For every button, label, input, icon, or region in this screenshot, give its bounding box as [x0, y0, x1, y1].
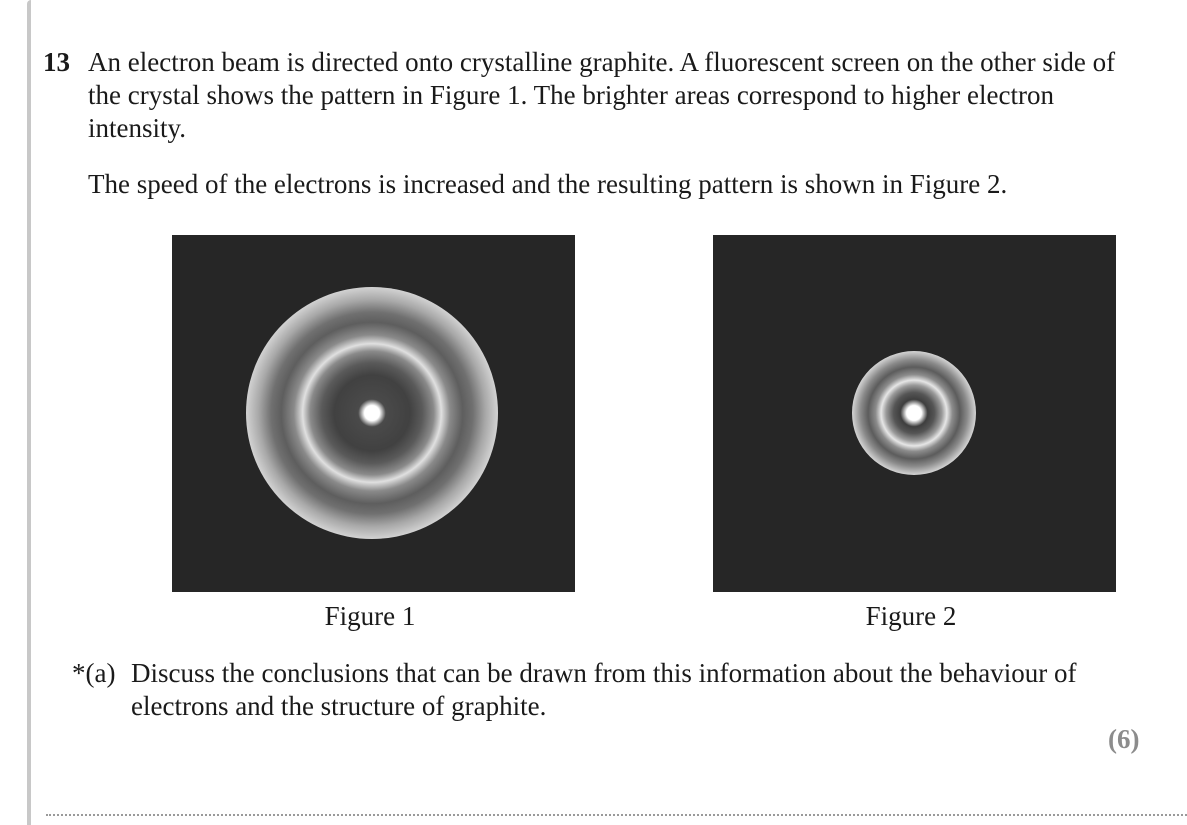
figure-2-diffraction-pattern — [713, 235, 1116, 592]
figure-1-diffraction-pattern — [172, 235, 575, 592]
figure-1-ring-pattern — [246, 287, 498, 539]
question-paragraph-2: The speed of the electrons is increased and the resulting pattern is shown in Figure 2. — [88, 169, 1008, 199]
part-a-label: *(a) — [72, 658, 116, 688]
answer-line[interactable] — [46, 814, 1187, 816]
part-a-text: Discuss the conclusions that can be drawn from this information about the behaviour of electrons and the structure of graphite. — [131, 658, 1077, 721]
question-number: 13 — [43, 47, 70, 77]
margin-rule — [27, 0, 31, 825]
figure-2-ring-pattern — [852, 351, 976, 475]
marks-label: (6) — [1108, 724, 1140, 754]
figure-1-caption: Figure 1 — [324, 601, 416, 631]
figure-2-svg — [713, 235, 1116, 592]
question-paragraph-1: An electron beam is directed onto crystalline graphite. A fluorescent screen on the other side of the crystal shows the pattern in Figure 1. The brighter areas correspond to higher electron intensity. — [88, 47, 1116, 143]
figure-1-svg — [172, 235, 575, 592]
figure-2-caption: Figure 2 — [865, 601, 957, 631]
